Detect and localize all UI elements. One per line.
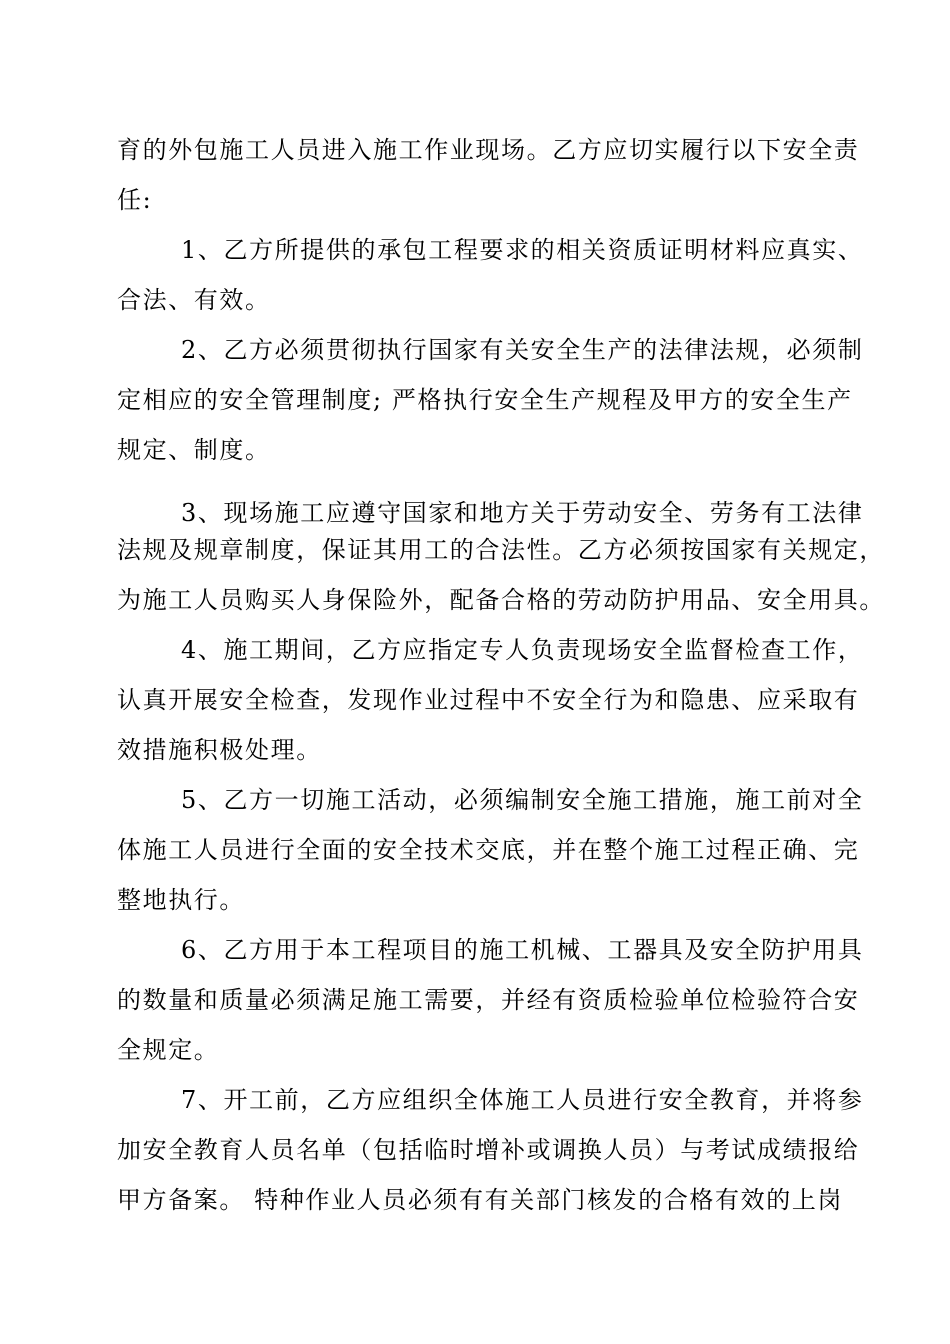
- text-line: 合法、有效。: [117, 286, 271, 314]
- text-line: 为施工人员购买人身保险外，配备合格的劳动防护用品、安全用具。: [117, 586, 885, 614]
- clause-4-line: 4、施工期间，乙方应指定专人负责现场安全监督检查工作，: [181, 636, 864, 664]
- text-line: 全规定。: [117, 1036, 220, 1064]
- text-line: 任:: [117, 186, 153, 214]
- clause-3-line: 3、现场施工应遵守国家和地方关于劳动安全、劳务有工法律: [181, 499, 864, 527]
- text-line: 的数量和质量必须满足施工需要，并经有资质检验单位检验符合安: [117, 986, 860, 1014]
- clause-2-line: 2、乙方必须贯彻执行国家有关安全生产的法律法规，必须制: [181, 336, 864, 364]
- text-line: 认真开展安全检查，发现作业过程中不安全行为和隐患、应采取有: [117, 686, 860, 714]
- text-line: 体施工人员进行全面的安全技术交底，并在整个施工过程正确、完: [117, 836, 860, 864]
- text-line: 定相应的安全管理制度; 严格执行安全生产规程及甲方的安全生产: [117, 386, 853, 414]
- clause-5-line: 5、乙方一切施工活动，必须编制安全施工措施，施工前对全: [181, 786, 864, 814]
- text-line: 育的外包施工人员进入施工作业现场。乙方应切实履行以下安全责: [117, 136, 860, 164]
- text-line: 法规及规章制度，保证其用工的合法性。乙方必须按国家有关规定，: [117, 536, 885, 564]
- text-line: 加安全教育人员名单（包括临时增补或调换人员）与考试成绩报给: [117, 1136, 860, 1164]
- clause-1-line: 1、乙方所提供的承包工程要求的相关资质证明材料应真实、: [181, 236, 864, 264]
- clause-7-line: 7、开工前，乙方应组织全体施工人员进行安全教育，并将参: [181, 1086, 864, 1114]
- text-line: 甲方备案。 特种作业人员必须有有关部门核发的合格有效的上岗: [117, 1186, 844, 1214]
- text-line: 规定、制度。: [117, 436, 271, 464]
- clause-6-line: 6、乙方用于本工程项目的施工机械、工器具及安全防护用具: [181, 936, 864, 964]
- text-line: 效措施积极处理。: [117, 736, 322, 764]
- text-line: 整地执行。: [117, 886, 245, 914]
